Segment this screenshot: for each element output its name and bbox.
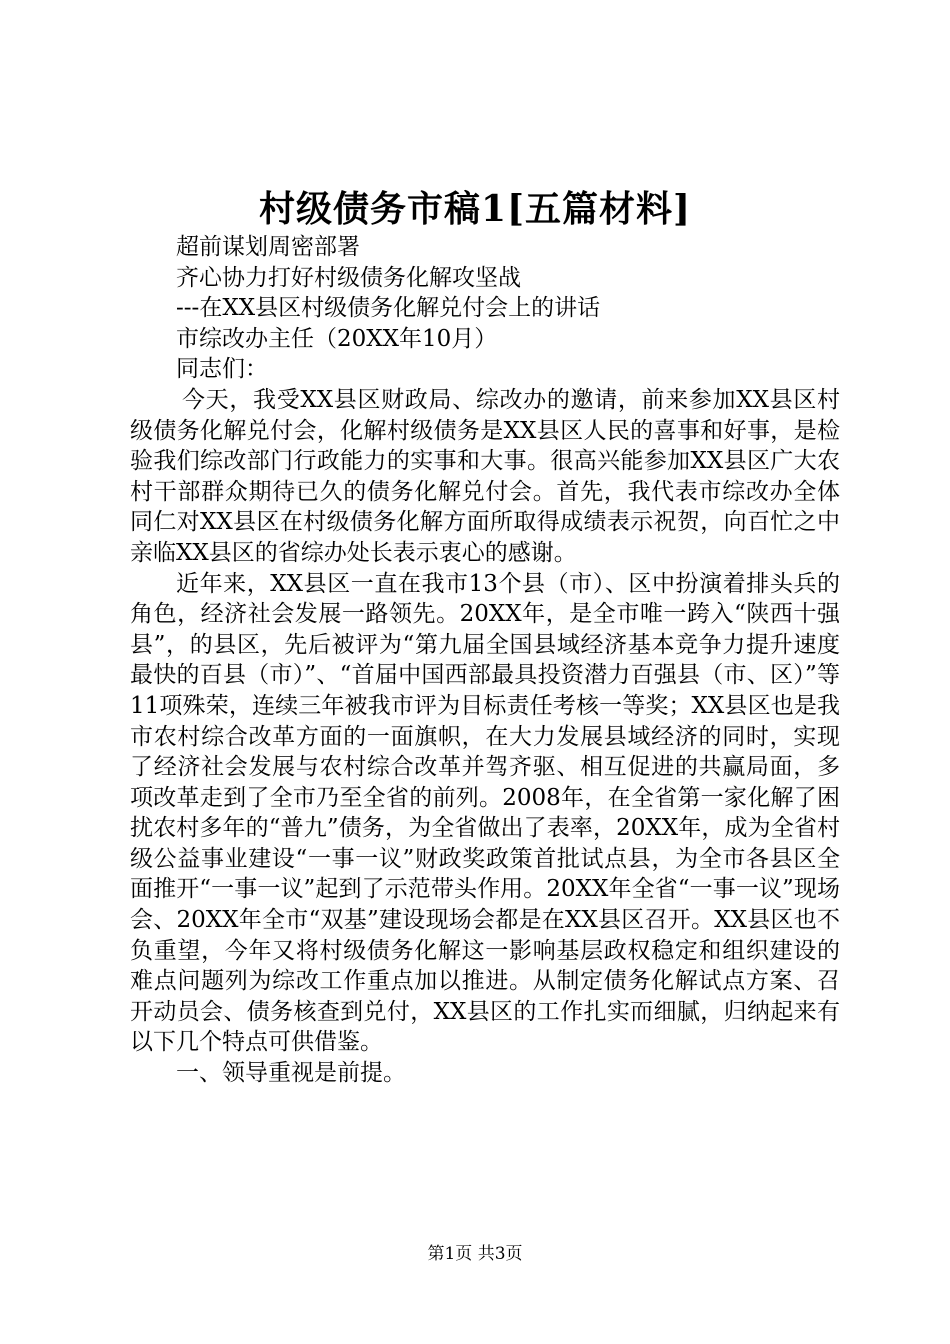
subtitle-line-3: ---在XX县区村级债务化解兑付会上的讲话 (176, 295, 601, 322)
subtitle-line-1: 超前谋划周密部署 (176, 234, 360, 260)
paragraph-1: 今天，我受XX县区财政局、综改办的邀请，前来参加XX县区村级债务化解兑付会，化解村级债务是XX县区人民的喜事和好事，是检验我们综改部门行政能力的实事和大事。很高兴能参加XX县区广大农村干部群众期待已久的债务化解兑付会。首先，我代表市综改办全体同仁对XX县区在村级债务化解方面所取得成绩表示祝贺，向百忙之中亲临XX县区的省综办处长表示衷心的感谢。 (130, 386, 840, 566)
page-footer: 第1页 共3页 (427, 1244, 523, 1264)
subtitle-line-2: 齐心协力打好村级债务化解攻坚战 (176, 264, 521, 291)
document-title: 村级债务市稿1[五篇材料] (258, 188, 692, 230)
paragraph-2: 近年来，XX县区一直在我市13个县（市）、区中扮演着排头兵的角色，经济社会发展一路领先。20XX年，是全市唯一跨入“陕西十强县”，的县区，先后被评为“第九届全国县域经济基本竞争力提升速度最快的百县（市）”、“首届中国西部最具投资潜力百强县（市、区）”等11项殊荣，连续三年被我市评为目标责任考核一等奖；XX县区也是我市农村综合改革方面的一面旗帜，在大力发展县域经济的同时，实现了经济社会发展与农村综合改革并驾齐驱、相互促进的共赢局面，多项改革走到了全市乃至全省的前列。2008年，在全省第一家化解了困扰农村多年的“普九”债务，为全省做出了表率，20XX年，成为全省村级公益事业建设“一事一议”财政奖政策首批试点县，为全市各县区全面推开“一事一议”起到了示范带头作用。20XX年全省“一事一议”现场会、20XX年全市“双基”建设现场会都是在XX县区召开。XX县区也不负重望，今年又将村级债务化解这一影响基层政权稳定和组织建设的难点问题列为综改工作重点加以推进。从制定债务化解试点方案、召开动员会、债务核查到兑付，XX县区的工作扎实而细腻，归纳起来有以下几个特点可供借鉴。 (130, 570, 840, 1056)
document-body (130, 232, 840, 1089)
greeting: 同志们： (176, 356, 268, 383)
speaker-line: 市综改办主任（20XX年10月） (176, 325, 498, 352)
section-heading-1: 一、领导重视是前提。 (176, 1060, 406, 1087)
